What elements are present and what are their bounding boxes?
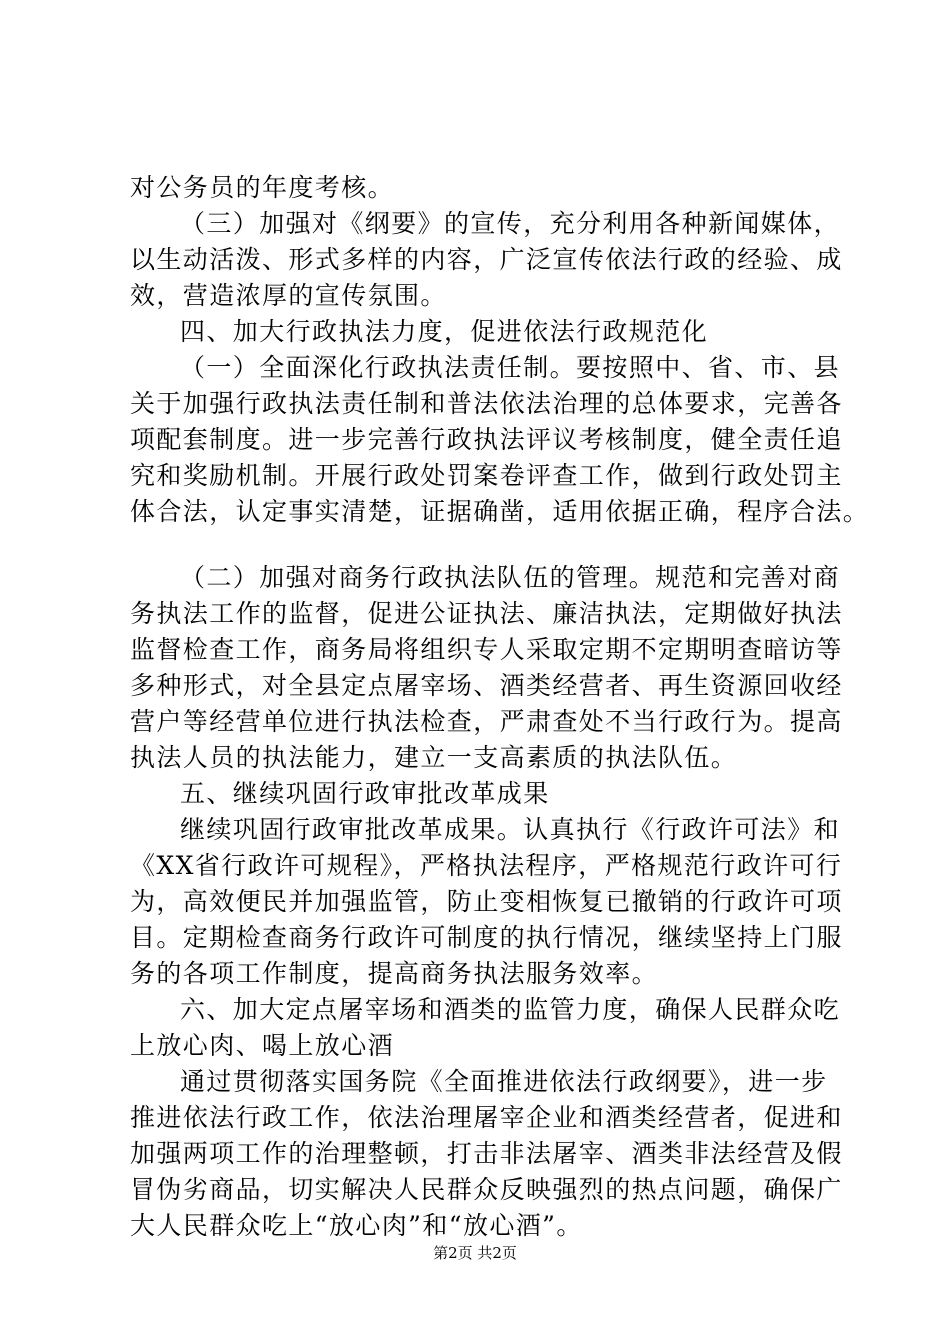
paragraph-line: 《XX省行政许可规程》，严格执法程序，严格规范行政许可行: [130, 851, 843, 880]
paragraph-line: 关于加强行政执法责任制和普法依法治理的总体要求，完善各: [130, 389, 843, 418]
paragraph-line: 继续巩固行政审批改革成果。认真执行《行政许可法》和: [180, 815, 841, 844]
paragraph-line: （一）全面深化行政执法责任制。要按照中、省、市、县: [180, 353, 841, 382]
section-heading: 六、加大定点屠宰场和酒类的监管力度，确保人民群众吃: [180, 995, 841, 1024]
paragraph-line: 究和奖励机制。开展行政处罚案卷评查工作，做到行政处罚主: [130, 461, 843, 490]
paragraph-line: （三）加强对《纲要》的宣传，充分利用各种新闻媒体，: [180, 209, 841, 238]
paragraph-line: 对公务员的年度考核。: [130, 173, 395, 202]
paragraph-line: （二）加强对商务行政执法队伍的管理。规范和完善对商: [180, 563, 841, 592]
paragraph-line: 冒伪劣商品，切实解决人民群众反映强烈的热点问题，确保广: [130, 1175, 843, 1204]
paragraph-line: 通过贯彻落实国务院《全面推进依法行政纲要》，进一步: [180, 1067, 828, 1096]
paragraph-line: 体合法，认定事实清楚，证据确凿，适用依据正确，程序合法。: [130, 497, 870, 526]
paragraph-line: 推进依法行政工作，依法治理屠宰企业和酒类经营者，促进和: [130, 1103, 843, 1132]
paragraph-line: 营户等经营单位进行执法检查，严肃查处不当行政行为。提高: [130, 707, 843, 736]
paragraph-line: 监督检查工作，商务局将组织专人采取定期不定期明查暗访等: [130, 635, 843, 664]
paragraph-line: 多种形式，对全县定点屠宰场、酒类经营者、再生资源回收经: [130, 671, 843, 700]
document-body: [130, 170, 870, 1244]
paragraph-line: 大人民群众吃上“放心肉”和“放心酒”。: [130, 1211, 583, 1240]
paragraph-line: 务的各项工作制度，提高商务执法服务效率。: [130, 959, 659, 988]
section-heading-continued: 上放心肉、喝上放心酒: [130, 1031, 395, 1060]
section-heading: 五、继续巩固行政审批改革成果: [180, 779, 550, 808]
paragraph-line: 以生动活泼、形式多样的内容，广泛宣传依法行政的经验、成: [130, 245, 843, 274]
paragraph-line: 效，营造浓厚的宣传氛围。: [130, 281, 447, 310]
paragraph-line: 加强两项工作的治理整顿，打击非法屠宰、酒类非法经营及假: [130, 1139, 843, 1168]
page-number-footer: 第2页 共2页: [433, 1244, 517, 1262]
paragraph-line: 执法人员的执法能力，建立一支高素质的执法队伍。: [130, 743, 738, 772]
paragraph-line: 务执法工作的监督，促进公证执法、廉洁执法，定期做好执法: [130, 599, 843, 628]
paragraph-line: 为，高效便民并加强监管，防止变相恢复已撤销的行政许可项: [130, 887, 843, 916]
paragraph-gap: [130, 530, 830, 560]
paragraph-line: 项配套制度。进一步完善行政执法评议考核制度，健全责任追: [130, 425, 843, 454]
section-heading: 四、加大行政执法力度，促进依法行政规范化: [180, 317, 709, 346]
paragraph-line: 目。定期检查商务行政许可制度的执行情况，继续坚持上门服: [130, 923, 843, 952]
